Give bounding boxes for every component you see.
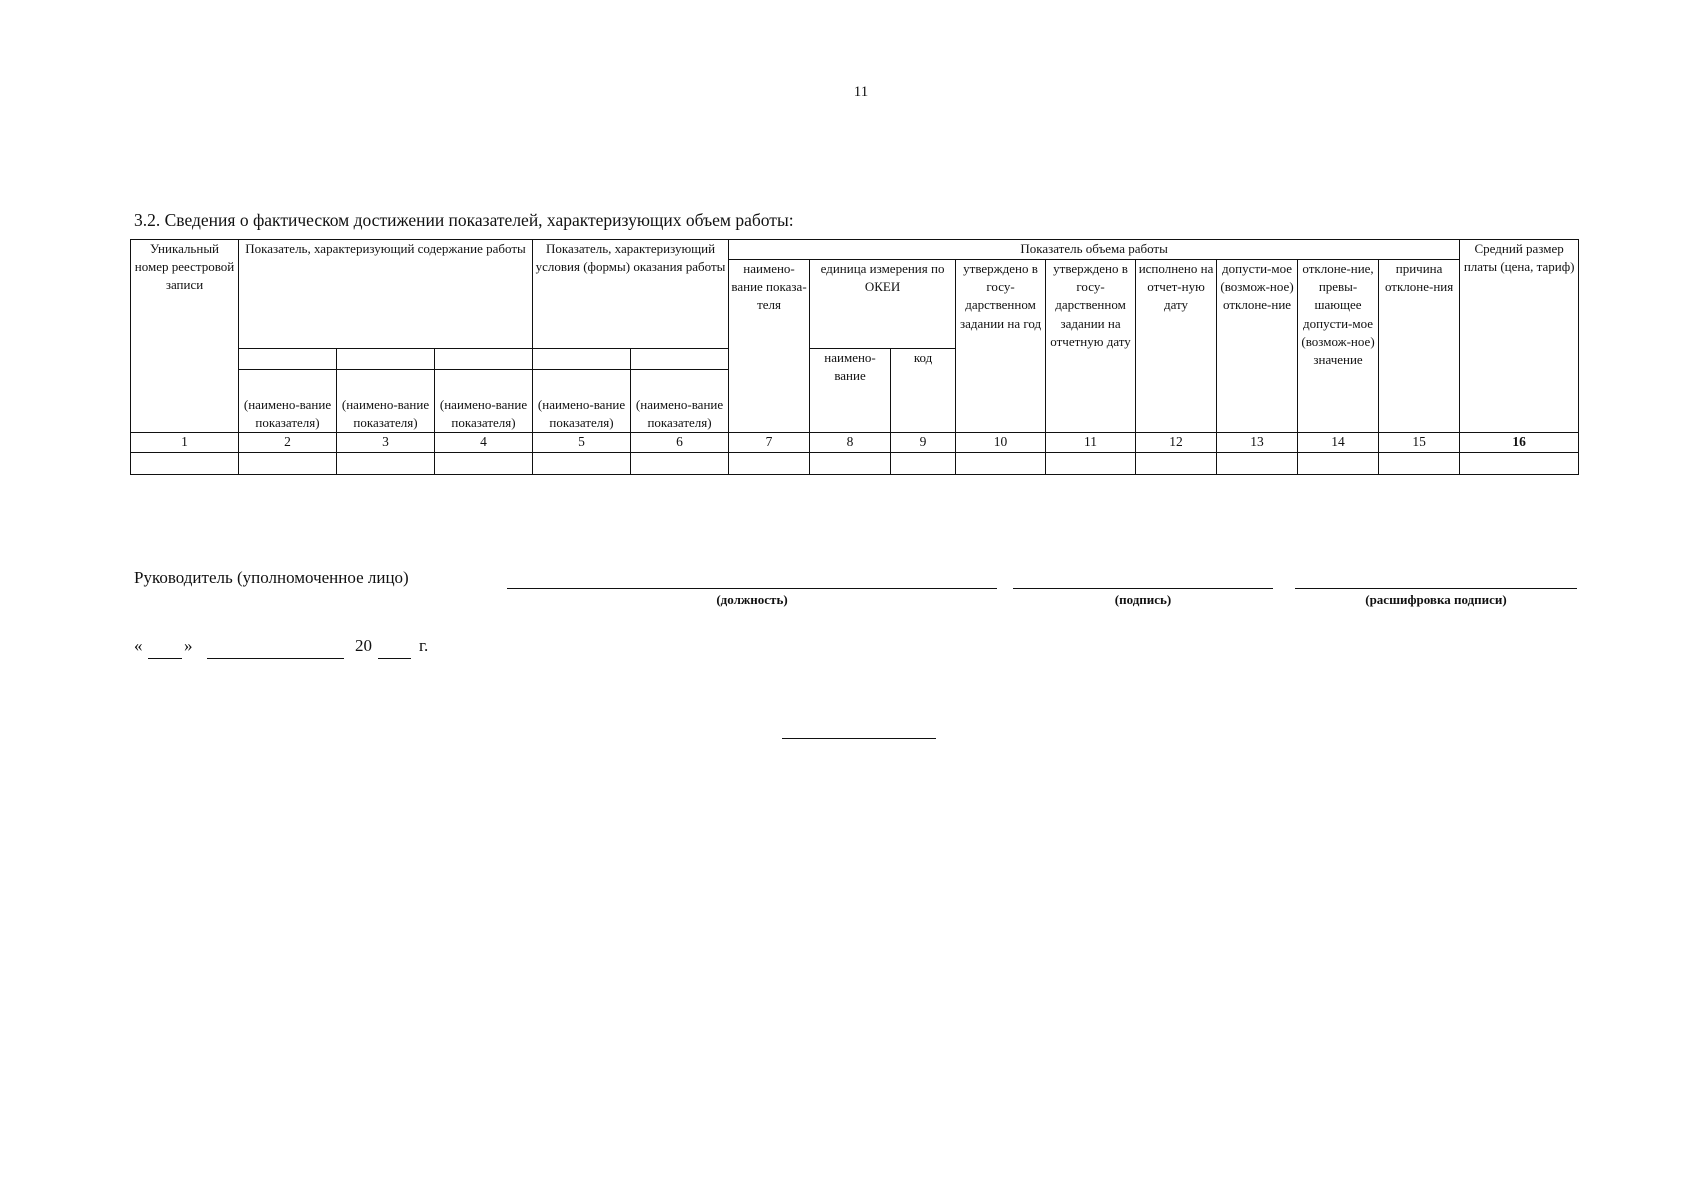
position-line[interactable] [507,588,997,589]
column-number: 5 [533,433,631,453]
column-number: 8 [810,433,891,453]
decoding-line[interactable] [1295,588,1577,589]
column-number: 1 [131,433,239,453]
column-number: 7 [729,433,810,453]
data-cell[interactable] [1298,453,1379,475]
column-number: 16 [1460,433,1579,453]
header-unit-okei: единица измерения по ОКЕИ [810,260,956,349]
data-cell[interactable] [533,453,631,475]
header-approved-report-date: утверждено в госу-дарственном задании на отчетную дату [1046,260,1136,433]
blank-cell [239,349,337,370]
column-number-row [131,433,1579,453]
blank-cell [631,349,729,370]
data-cell[interactable] [337,453,435,475]
column-number: 6 [631,433,729,453]
date-year-prefix: 20 [355,636,372,655]
data-cell[interactable] [239,453,337,475]
header-deviation-reason: причина отклоне-ния [1379,260,1460,433]
header-allowed-deviation: допусти-мое (возмож-ное) отклоне-ние [1217,260,1298,433]
column-number: 11 [1046,433,1136,453]
date-year-field[interactable] [378,644,411,659]
data-cell[interactable] [435,453,533,475]
header-param-name-3: (наимено-вание показателя) [337,370,435,433]
date-year-suffix: г. [419,636,429,655]
data-cell[interactable] [1217,453,1298,475]
data-cell[interactable] [1046,453,1136,475]
column-number: 3 [337,433,435,453]
column-number: 10 [956,433,1046,453]
header-unit-name: наимено-вание [810,349,891,433]
data-cell[interactable] [810,453,891,475]
position-caption: (должность) [716,592,788,607]
decoding-caption: (расшифровка подписи) [1365,592,1507,607]
header-param-name-4: (наимено-вание показателя) [435,370,533,433]
blank-cell [435,349,533,370]
header-content-indicator: Показатель, характеризующий содержание работы [239,240,533,349]
column-number: 14 [1298,433,1379,453]
header-unique-record-number: Уникальный номер реестровой записи [131,240,239,433]
header-volume-indicator: Показатель объема работы [729,240,1460,260]
column-number: 2 [239,433,337,453]
header-executed: исполнено на отчет-ную дату [1136,260,1217,433]
data-cell[interactable] [631,453,729,475]
footer-rule [782,738,936,739]
date-month-field[interactable] [207,644,344,659]
header-approved-year: утверждено в госу-дарственном задании на год [956,260,1046,433]
signature-line[interactable] [1013,588,1273,589]
data-cell[interactable] [131,453,239,475]
column-number: 12 [1136,433,1217,453]
date-open-quote: « [134,636,143,655]
data-cell[interactable] [1136,453,1217,475]
signature-caption: (подпись) [1114,592,1172,607]
data-cell[interactable] [1379,453,1460,475]
date-day-field[interactable] [148,644,182,659]
column-number: 15 [1379,433,1460,453]
header-param-name-2: (наимено-вание показателя) [239,370,337,433]
header-conditions-indicator: Показатель, характеризующий условия (формы) оказания работы [533,240,729,349]
report-table [130,239,1579,475]
header-average-fee: Средний размер платы (цена, тариф) [1460,240,1579,433]
data-cell[interactable] [729,453,810,475]
blank-cell [337,349,435,370]
header-param-name-5: (наимено-вание показателя) [533,370,631,433]
blank-cell [533,349,631,370]
data-cell[interactable] [1460,453,1579,475]
header-param-name-6: (наимено-вание показателя) [631,370,729,433]
data-cell[interactable] [956,453,1046,475]
header-indicator-name: наимено-вание показа-теля [729,260,810,433]
page-number: 11 [853,84,869,100]
signature-label: Руководитель (уполномоченное лицо) [134,568,409,587]
header-exceeding-deviation: отклоне-ние, превы-шающее допусти-мое (возмож-ное) значение [1298,260,1379,433]
date-close-quote: » [184,636,193,655]
section-title: 3.2. Сведения о фактическом достижении показателей, характеризующих объем работы: [134,210,794,230]
column-number: 9 [891,433,956,453]
data-cell[interactable] [891,453,956,475]
table-row [131,453,1579,475]
column-number: 13 [1217,433,1298,453]
header-unit-code: код [891,349,956,433]
column-number: 4 [435,433,533,453]
